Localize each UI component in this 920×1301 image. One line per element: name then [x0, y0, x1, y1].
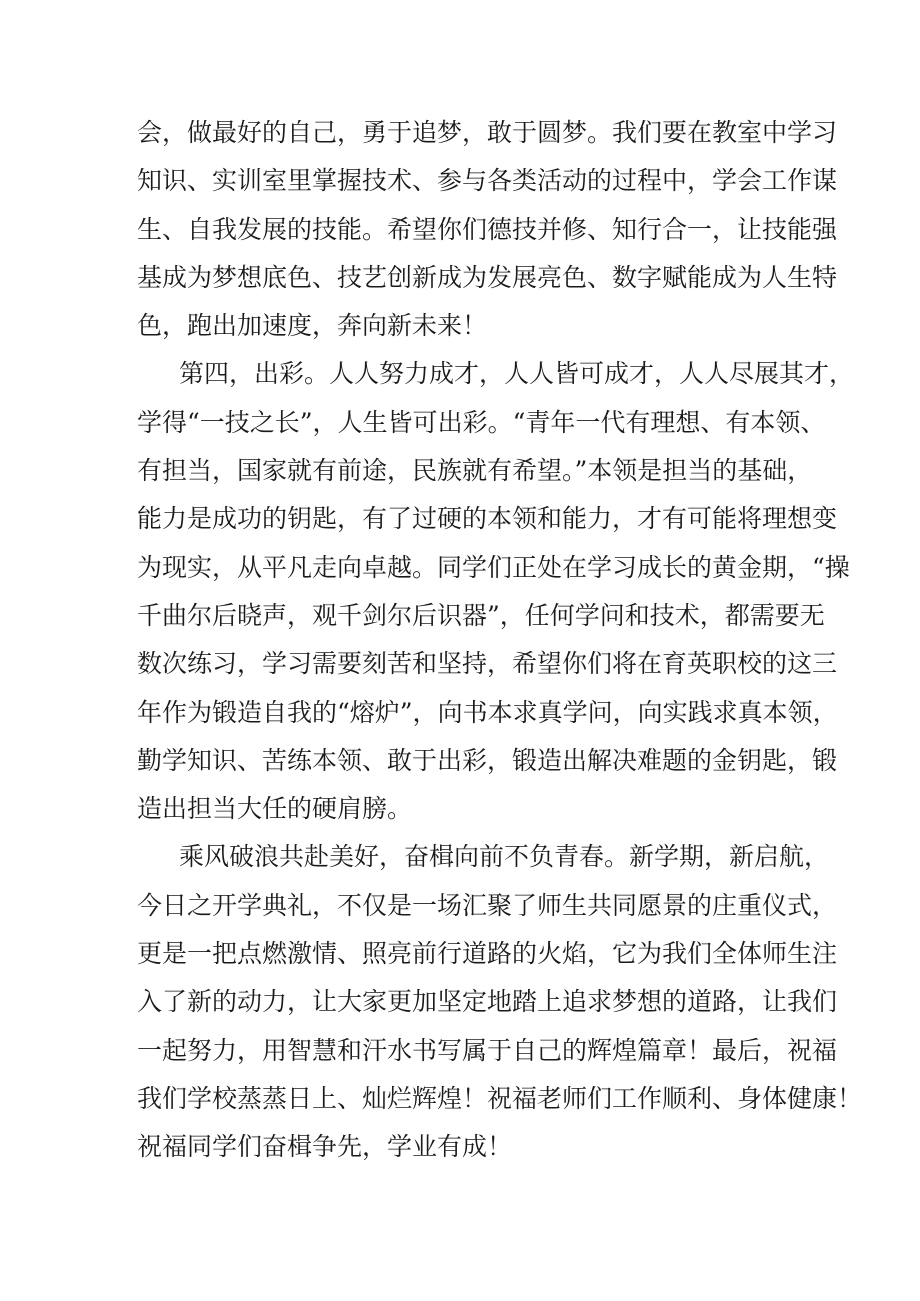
text-line: 会，做最好的自己，勇于追梦，敢于圆梦。我们要在教室中学习: [137, 118, 838, 147]
text-line: 造出担当大任的硬肩膀。: [137, 794, 413, 824]
text-line: 今日之开学典礼，不仅是一场汇聚了师生共同愿景的庄重仪式，: [137, 890, 838, 920]
text-line: 能力是成功的钥匙，有了过硬的本领和能力，才有可能将理想变: [137, 504, 838, 534]
text-line: 为现实，从平凡走向卓越。同学们正处在学习成长的黄金期，“操: [137, 552, 850, 582]
text-line: 更是一把点燃激情、照亮前行道路的火焰，它为我们全体师生注: [137, 939, 838, 969]
text-line: 年作为锻造自我的“熔炉”，向书本求真学问，向实践求真本领，: [137, 697, 838, 727]
text-line: 我们学校蒸蒸日上、灿烂辉煌！祝福老师们工作顺利、身体健康！: [137, 1083, 863, 1113]
paragraph-start-line: 乘风破浪共赴美好，奋楫向前不负青春。新学期，新启航，: [179, 842, 830, 872]
text-line: 色，跑出加速度，奔向新未来！: [137, 311, 488, 341]
text-line: 千曲尔后晓声，观千剑尔后识器”，任何学问和技术，都需要无: [137, 600, 825, 630]
paragraph-start-line: 第四，出彩。人人努力成才，人人皆可成才，人人尽展其才，: [179, 359, 855, 389]
text-line: 基成为梦想底色、技艺创新成为发展亮色、数字赋能成为人生特: [137, 262, 838, 292]
body-text: [137, 109, 863, 1172]
text-line: 一起努力，用智慧和汗水书写属于自己的辉煌篇章！最后，祝福: [137, 1035, 838, 1065]
text-line: 勤学知识、苦练本领、敢于出彩，锻造出解决难题的金钥匙，锻: [137, 745, 838, 775]
text-line: 学得“一技之长”，人生皆可出彩。“青年一代有理想、有本领、: [137, 407, 826, 437]
text-line: 入了新的动力，让大家更加坚定地踏上追求梦想的道路，让我们: [137, 987, 838, 1017]
text-line: 有担当，国家就有前途，民族就有希望。”本领是担当的基础，: [137, 456, 813, 486]
text-line: 数次练习，学习需要刻苦和坚持，希望你们将在育英职校的这三: [137, 649, 838, 679]
text-line: 祝福同学们奋楫争先，学业有成！: [137, 1132, 513, 1162]
text-line: 生、自我发展的技能。希望你们德技并修、知行合一，让技能强: [137, 214, 838, 244]
text-line: 知识、实训室里掌握技术、参与各类活动的过程中，学会工作谋: [137, 166, 838, 196]
